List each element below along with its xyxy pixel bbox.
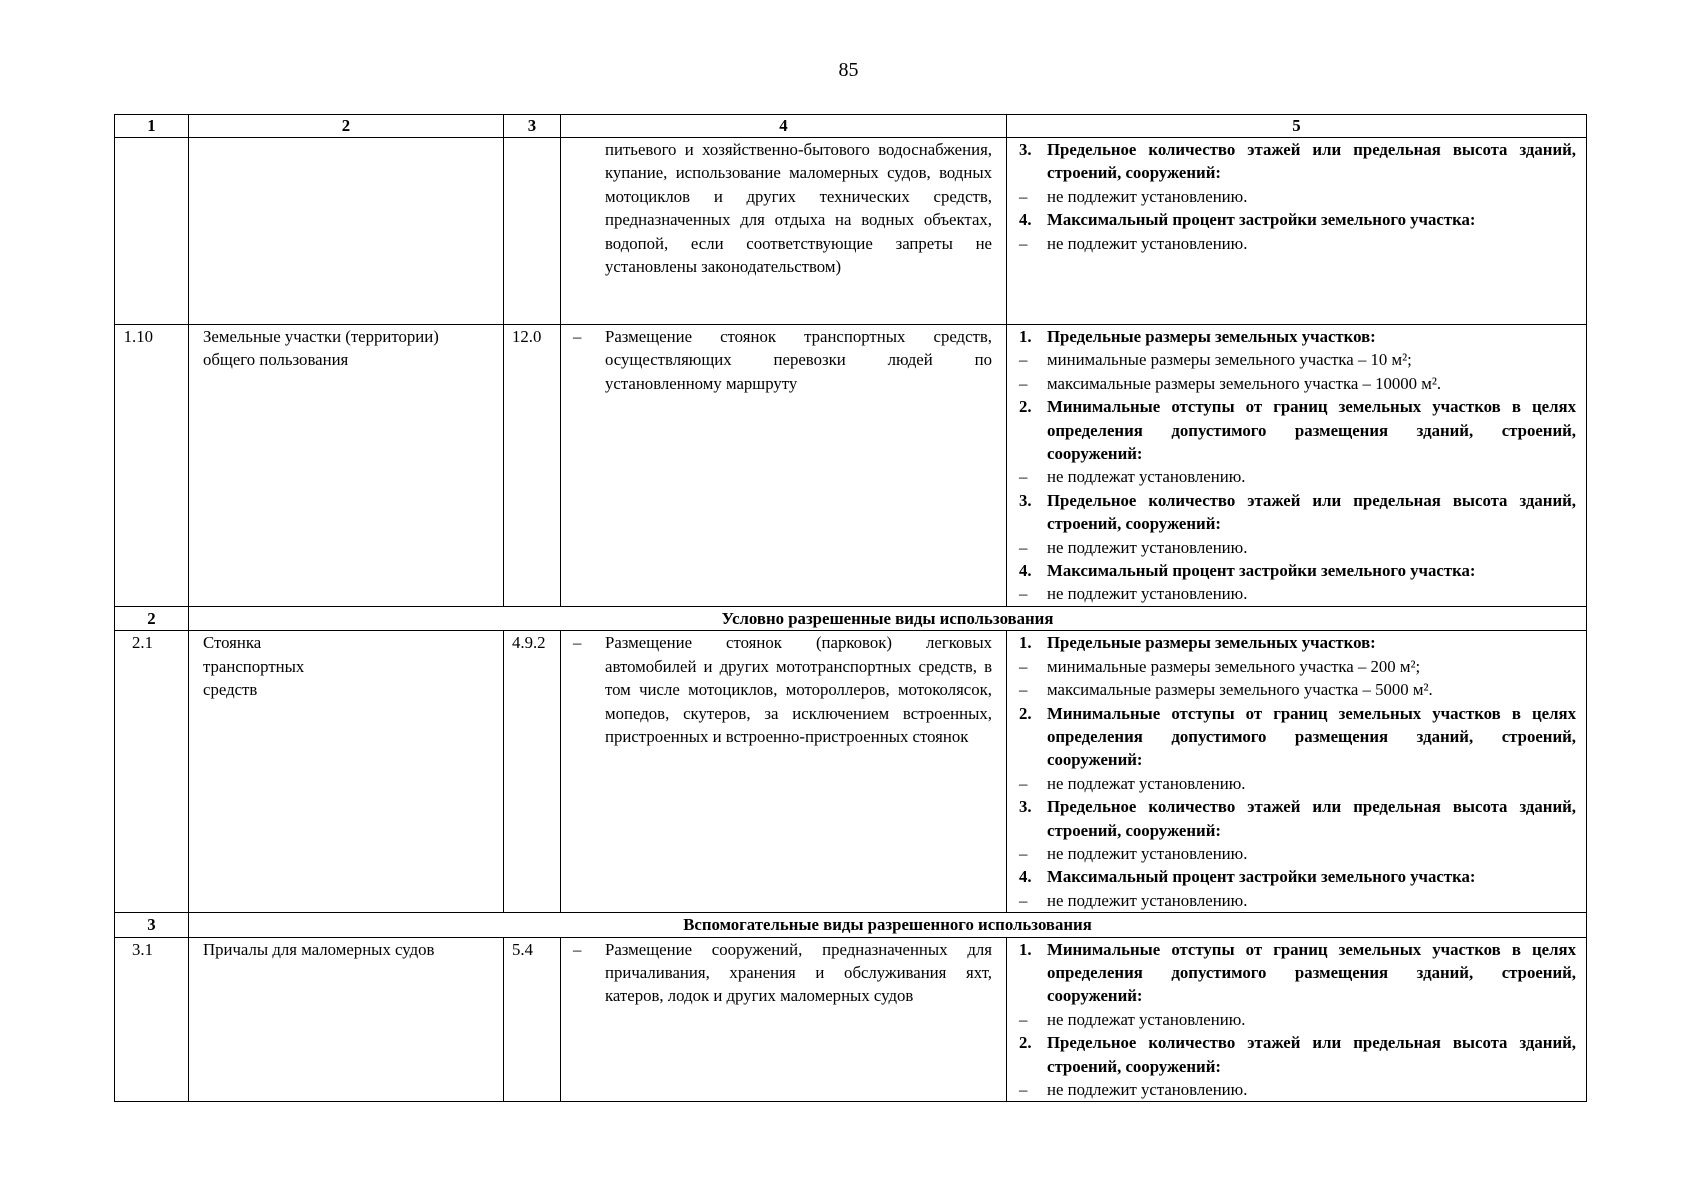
parameters-list xyxy=(1019,938,1576,1102)
parameter-text: минимальные размеры земельного участка – 200 м²; xyxy=(1047,656,1421,676)
parameter-text: Предельное количество этажей или предельная высота зданий, строений, сооружений: xyxy=(1047,1033,1576,1076)
section-title: Условно разрешенные виды использования xyxy=(189,606,1587,630)
table-row xyxy=(115,325,1587,607)
cell-name xyxy=(189,631,504,913)
parameter-text: Максимальный процент застройки земельного участка: xyxy=(1047,210,1476,230)
section-row xyxy=(115,606,1587,630)
description-text: Размещение стоянок (парковок) легковых автомобилей и других мототранспортных средств, в том числе мотоциклов, мотороллеров, мотоколясок, мопедов, скутеров, за исключением встроенных, пристроенных и встроенно-пристроенных стоянок xyxy=(605,633,992,746)
cell-number: 2.1 xyxy=(115,631,189,913)
parameter-heading xyxy=(1019,138,1576,185)
parameter-text: Минимальные отступы от границ земельных участков в целях определения допустимого размещения зданий, строений, сооружений: xyxy=(1047,397,1576,464)
parameter-text: максимальные размеры земельного участка – 10000 м². xyxy=(1047,373,1442,393)
cell-parameters xyxy=(1007,937,1587,1102)
section-title: Вспомогательные виды разрешенного использования xyxy=(189,913,1587,937)
parameter-value xyxy=(1019,582,1576,605)
parameter-marker: 4. xyxy=(1019,561,1032,581)
parameter-marker: – xyxy=(1019,773,1028,793)
parameter-text: не подлежат установлению. xyxy=(1047,773,1246,793)
parameter-marker: – xyxy=(1019,680,1028,700)
table-row xyxy=(115,937,1587,1102)
parameter-value xyxy=(1019,655,1576,678)
parameter-marker: – xyxy=(1019,233,1028,253)
parameter-heading xyxy=(1019,559,1576,582)
parameter-value xyxy=(1019,772,1576,795)
parameter-text: не подлежат установлению. xyxy=(1047,1009,1246,1029)
parameter-text: Предельное количество этажей или предельная высота зданий, строений, сооружений: xyxy=(1047,797,1576,840)
parameter-marker: 4. xyxy=(1019,867,1032,887)
parameter-value xyxy=(1019,678,1576,701)
parameter-text: Предельные размеры земельных участков: xyxy=(1047,327,1376,346)
parameter-value xyxy=(1019,372,1576,395)
cell-name: Причалы для маломерных судов xyxy=(189,937,504,1102)
cell-code: 4.9.2 xyxy=(504,631,561,913)
parameter-value xyxy=(1019,465,1576,488)
cell-description xyxy=(561,937,1007,1102)
parameter-marker: 1. xyxy=(1019,633,1032,653)
parameter-heading xyxy=(1019,395,1576,465)
table-row xyxy=(115,138,1587,325)
name-line: средств xyxy=(203,680,258,700)
parameter-value xyxy=(1019,889,1576,912)
parameter-text: Максимальный процент застройки земельного участка: xyxy=(1047,867,1476,887)
cell-description xyxy=(561,138,1007,325)
parameter-marker: – xyxy=(1019,373,1028,393)
parameter-value xyxy=(1019,185,1576,208)
parameter-text: Предельное количество этажей или предельная высота зданий, строений, сооружений: xyxy=(1047,490,1576,534)
parameter-marker: 2. xyxy=(1019,1033,1032,1053)
dash-marker: – xyxy=(573,327,582,346)
parameter-marker: – xyxy=(1019,186,1028,206)
name-line: транспортных xyxy=(203,656,305,676)
cell-number xyxy=(115,138,189,325)
parameter-value xyxy=(1019,1078,1576,1101)
table-header-row xyxy=(115,115,1587,138)
parameters-list xyxy=(1019,138,1576,255)
cell-code xyxy=(504,138,561,325)
cell-parameters xyxy=(1007,138,1587,325)
parameter-value xyxy=(1019,842,1576,865)
parameter-marker: – xyxy=(1019,843,1028,863)
header-col-5: 5 xyxy=(1007,115,1587,138)
cell-parameters xyxy=(1007,631,1587,913)
section-number: 2 xyxy=(115,606,189,630)
parameters-list xyxy=(1019,325,1576,606)
parameter-text: максимальные размеры земельного участка – 5000 м². xyxy=(1047,680,1433,700)
cell-parameters xyxy=(1007,325,1587,607)
table-row xyxy=(115,631,1587,913)
dash-marker: – xyxy=(573,939,582,959)
header-col-2: 2 xyxy=(189,115,504,138)
parameter-text: не подлежит установлению. xyxy=(1047,584,1248,604)
parameter-marker: 3. xyxy=(1019,490,1032,510)
cell-number: 3.1 xyxy=(115,937,189,1102)
parameter-marker: – xyxy=(1019,656,1028,676)
parameter-value xyxy=(1019,536,1576,559)
parameter-marker: 2. xyxy=(1019,703,1032,723)
parameter-heading xyxy=(1019,795,1576,842)
cell-description xyxy=(561,631,1007,913)
parameter-heading xyxy=(1019,208,1576,231)
parameter-text: Максимальный процент застройки земельного участка: xyxy=(1047,561,1476,581)
regulations-table xyxy=(114,114,1587,1102)
parameter-text: не подлежит установлению. xyxy=(1047,537,1248,557)
name-line: Стоянка xyxy=(203,633,262,653)
cell-name: Земельные участки (территории) общего пользования xyxy=(189,325,504,607)
parameter-text: Предельное количество этажей или предельная высота зданий, строений, сооружений: xyxy=(1047,140,1576,183)
page-number: 85 xyxy=(838,59,859,81)
parameter-marker: 3. xyxy=(1019,797,1032,817)
parameter-text: не подлежит установлению. xyxy=(1047,843,1248,863)
parameter-value xyxy=(1019,1008,1576,1031)
parameter-text: Предельные размеры земельных участков: xyxy=(1047,633,1376,653)
parameter-marker: 1. xyxy=(1019,327,1032,346)
header-col-4: 4 xyxy=(561,115,1007,138)
cell-code: 12.0 xyxy=(504,325,561,607)
section-number: 3 xyxy=(115,913,189,937)
parameter-marker: – xyxy=(1019,890,1028,910)
parameters-list xyxy=(1019,631,1576,912)
parameter-text: не подлежит установлению. xyxy=(1047,1080,1248,1099)
parameter-text: Минимальные отступы от границ земельных участков в целях определения допустимого размещения зданий, строений, сооружений: xyxy=(1047,939,1576,1006)
description-text: питьевого и хозяйственно-бытового водоснабжения, купание, использование маломерных судов, водных мотоциклов и других технических средств, предназначенных для отдыха на водных объектах, водопой, если соответствующие запреты не установлены законодательством) xyxy=(605,140,992,277)
dash-marker: – xyxy=(573,633,582,653)
parameter-heading xyxy=(1019,702,1576,772)
parameter-marker: – xyxy=(1019,1080,1028,1099)
parameter-heading xyxy=(1019,489,1576,536)
parameter-text: не подлежат установлению. xyxy=(1047,467,1246,487)
parameter-marker: – xyxy=(1019,350,1028,370)
cell-code: 5.4 xyxy=(504,937,561,1102)
parameter-value xyxy=(1019,348,1576,371)
cell-number: 1.10 xyxy=(115,325,189,607)
parameter-text: минимальные размеры земельного участка – 10 м²; xyxy=(1047,350,1412,370)
parameter-text: не подлежит установлению. xyxy=(1047,233,1248,253)
cell-description xyxy=(561,325,1007,607)
parameter-text: Минимальные отступы от границ земельных участков в целях определения допустимого размещения зданий, строений, сооружений: xyxy=(1047,703,1576,770)
parameter-heading xyxy=(1019,938,1576,1008)
parameter-text: не подлежит установлению. xyxy=(1047,186,1248,206)
parameter-value xyxy=(1019,232,1576,255)
parameter-marker: 4. xyxy=(1019,210,1032,230)
parameter-marker: 3. xyxy=(1019,140,1032,159)
header-col-3: 3 xyxy=(504,115,561,138)
parameter-marker: – xyxy=(1019,467,1028,487)
header-col-1: 1 xyxy=(115,115,189,138)
parameter-marker: 2. xyxy=(1019,397,1032,417)
description-text: Размещение сооружений, предназначенных для причаливания, хранения и обслуживания яхт, катеров, лодок и других маломерных судов xyxy=(605,939,992,1006)
description-text: Размещение стоянок транспортных средств, осуществляющих перевозки людей по установленному маршруту xyxy=(605,327,992,393)
parameter-text: не подлежит установлению. xyxy=(1047,890,1248,910)
parameter-marker: 1. xyxy=(1019,939,1032,959)
parameter-marker: – xyxy=(1019,584,1028,604)
parameter-heading xyxy=(1019,325,1576,348)
cell-name xyxy=(189,138,504,325)
parameter-marker: – xyxy=(1019,537,1028,557)
parameter-heading xyxy=(1019,865,1576,888)
parameter-heading xyxy=(1019,631,1576,654)
section-row xyxy=(115,913,1587,937)
parameter-marker: – xyxy=(1019,1009,1028,1029)
parameter-heading xyxy=(1019,1031,1576,1078)
